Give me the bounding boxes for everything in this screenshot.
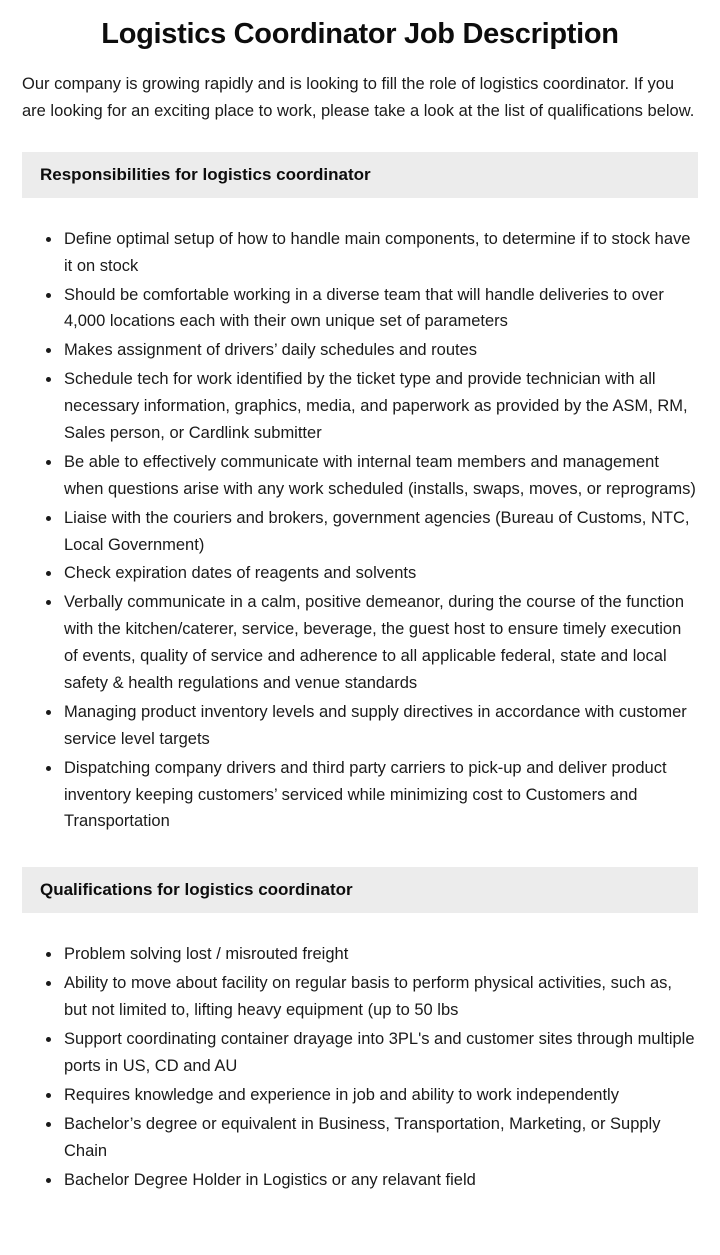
bullet-item: • Bachelor’s degree or equivalent in Business, Transportation, Marketing, or Supply Chain xyxy=(62,1111,698,1165)
bullet-item: • Bachelor Degree Holder in Logistics or any relavant field xyxy=(62,1167,698,1194)
bullet-item: • Define optimal setup of how to handle main components, to determine if to stock have it on stock xyxy=(62,226,698,280)
bullet-item: • Verbally communicate in a calm, positive demeanor, during the course of the function with the kitchen/caterer, service, beverage, the guest host to ensure timely execution of events, quality of service and adherence to all applicable federal, state and local safety & health regulations and venue standards xyxy=(62,589,698,697)
page-title: Logistics Coordinator Job Description xyxy=(101,18,619,50)
bullet-item: • Support coordinating container drayage into 3PL's and customer sites through multiple ports in US, CD and AU xyxy=(62,1026,698,1080)
bullet-item: • Should be comfortable working in a diverse team that will handle deliveries to over 4,000 locations each with their own unique set of parameters xyxy=(62,282,698,336)
section-responsibilities xyxy=(22,152,698,836)
qualifications-bullet-list xyxy=(22,941,698,1193)
section-header-responsibilities xyxy=(22,152,698,198)
bullet-item: • Liaise with the couriers and brokers, government agencies (Bureau of Customs, NTC, Local Government) xyxy=(62,505,698,559)
bullet-item: • Problem solving lost / misrouted freight xyxy=(62,941,698,968)
bullet-item: • Ability to move about facility on regular basis to perform physical activities, such as, but not limited to, lifting heavy equipment (up to 50 lbs xyxy=(62,970,698,1024)
section-heading-responsibilities: Responsibilities for logistics coordinator xyxy=(40,164,371,184)
bullet-item: • Schedule tech for work identified by the ticket type and provide technician with all necessary information, graphics, media, and paperwork as provided by the ASM, RM, Sales person, or Cardlink submitter xyxy=(62,366,698,447)
bullet-item: • Managing product inventory levels and supply directives in accordance with customer service level targets xyxy=(62,699,698,753)
bullet-item: • Check expiration dates of reagents and solvents xyxy=(62,560,698,587)
bullet-item: • Be able to effectively communicate with internal team members and management when questions arise with any work scheduled (installs, swaps, moves, or reprograms) xyxy=(62,449,698,503)
section-qualifications xyxy=(22,867,698,1193)
section-heading-qualifications: Qualifications for logistics coordinator xyxy=(40,880,353,900)
bullet-item: • Dispatching company drivers and third party carriers to pick-up and deliver product inventory keeping customers’ serviced while minimizing cost to Customers and Transportation xyxy=(62,755,698,836)
bullet-item: • Makes assignment of drivers’ daily schedules and routes xyxy=(62,337,698,364)
responsibilities-bullet-list xyxy=(22,226,698,836)
bullet-item: • Requires knowledge and experience in job and ability to work independently xyxy=(62,1082,698,1109)
intro-paragraph: Our company is growing rapidly and is looking to fill the role of logistics coordinator. If you are looking for an exciting place to work, please take a look at the list of qualifications below. xyxy=(22,75,695,120)
section-header-qualifications xyxy=(22,867,698,913)
